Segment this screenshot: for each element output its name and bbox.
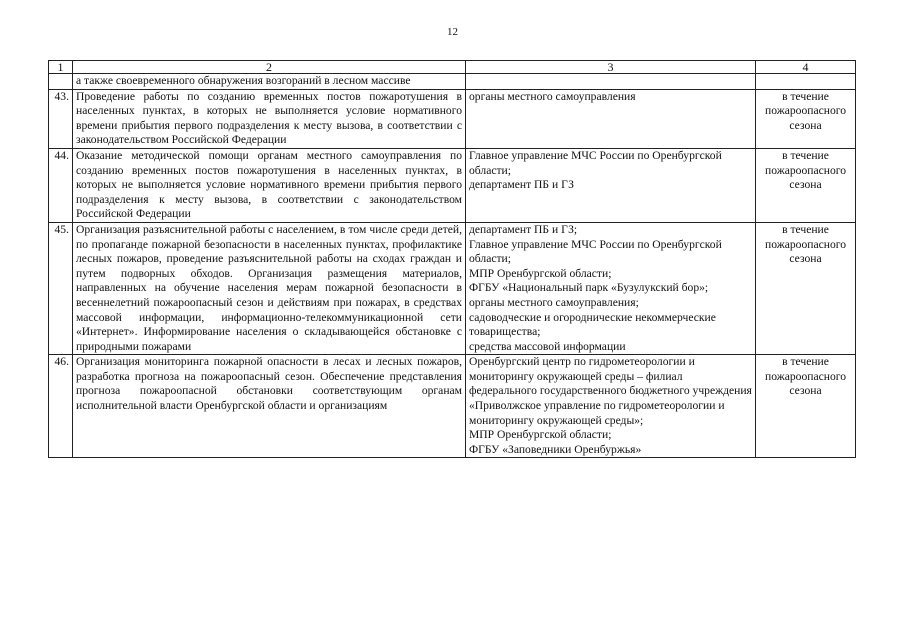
term-cell: в течение пожароопасного сезона [756, 355, 856, 458]
executors-cell [466, 74, 756, 90]
term-cell [756, 74, 856, 90]
header-col-1: 1 [49, 61, 73, 74]
executor: департамент ПБ и ГЗ; [469, 222, 578, 236]
table-row-46 [49, 355, 856, 458]
executor: Главное управление МЧС России по Оренбургской области; [469, 237, 722, 266]
executors-cell [466, 89, 756, 148]
row-number [49, 74, 73, 90]
measure-description: Проведение работы по созданию временных постов пожаротушения в населенных пунктах, в которых не выполняется условие нормативного времени прибытия первого подразделения к месту вызова, в соответствии с законодательством Российской Федерации [73, 89, 466, 148]
page-number: 12 [447, 26, 458, 38]
executor: органы местного самоуправления [469, 89, 636, 103]
term-cell: в течение пожароопасного сезона [756, 89, 856, 148]
header-col-2: 2 [73, 61, 466, 74]
executor: средства массовой информации [469, 339, 626, 353]
measure-description: Организация разъяснительной работы с населением, в том числе среди детей, по пропаганде пожарной безопасности в населенных пунктах, профилактике лесных пожаров, проведение разъяснительной работы на сходах граждан и путем подворных обходов. Организация размещения материалов, направленных на обучение населения мерам пожарной безопасности в весеннелетний пожароопасный сезон и действиям при пожарах, в средствах массовой информации, информационно-телекоммуникационной сети «Интернет». Информирование населения о складывающейся обстановке с природными пожарами [73, 222, 466, 354]
row-number: 46. [49, 355, 73, 458]
measure-description: а также своевременного обнаружения возгораний в лесном массиве [73, 74, 466, 90]
table-row-43 [49, 89, 856, 148]
table-row-44 [49, 148, 856, 222]
executors-cell [466, 222, 756, 354]
executor: ФГБУ «Заповедники Оренбуржья» [469, 442, 642, 456]
term-cell: в течение пожароопасного сезона [756, 148, 856, 222]
executor: Главное управление МЧС России по Оренбургской области; [469, 148, 722, 177]
row-number: 44. [49, 148, 73, 222]
table-row-45 [49, 222, 856, 354]
row-number: 45. [49, 222, 73, 354]
header-row [49, 61, 856, 74]
table-header [49, 61, 856, 74]
header-col-3: 3 [466, 61, 756, 74]
measure-description: Оказание методической помощи органам местного самоуправления по созданию временных постов пожаротушения в населенных пунктах, в которых не выполняется условие нормативного времени прибытия первого подразделения к месту вызова, в соответствии с законодательством Российской Федерации [73, 148, 466, 222]
header-col-4: 4 [756, 61, 856, 74]
executor: МПР Оренбургской области; [469, 428, 612, 442]
measures-table [48, 60, 856, 458]
executor: департамент ПБ и ГЗ [469, 178, 574, 192]
table-row-continuation [49, 74, 856, 90]
executors-cell [466, 355, 756, 458]
measure-description: Организация мониторинга пожарной опасности в лесах и лесных пожаров, разработка прогноза на пожароопасный сезон. Обеспечение представления прогноза пожароопасной обстановки соответствующим органам исполнительной власти Оренбургской области и организациям [73, 355, 466, 458]
executors-cell [466, 148, 756, 222]
row-number: 43. [49, 89, 73, 148]
executor: Оренбургский центр по гидрометеорологии и мониторингу окружающей среды – филиал федерального государственного бюджетного учреждения «Приволжское управление по гидрометеорологии и мониторингу окружающей среды»; [469, 355, 752, 427]
table-body [49, 74, 856, 458]
executor: МПР Оренбургской области; [469, 266, 612, 280]
executor: ФГБУ «Национальный парк «Бузулукский бор»; [469, 281, 709, 295]
executor: садоводческие и огороднические некоммерческие товарищества; [469, 310, 716, 339]
term-cell: в течение пожароопасного сезона [756, 222, 856, 354]
executor: органы местного самоуправления; [469, 295, 639, 309]
